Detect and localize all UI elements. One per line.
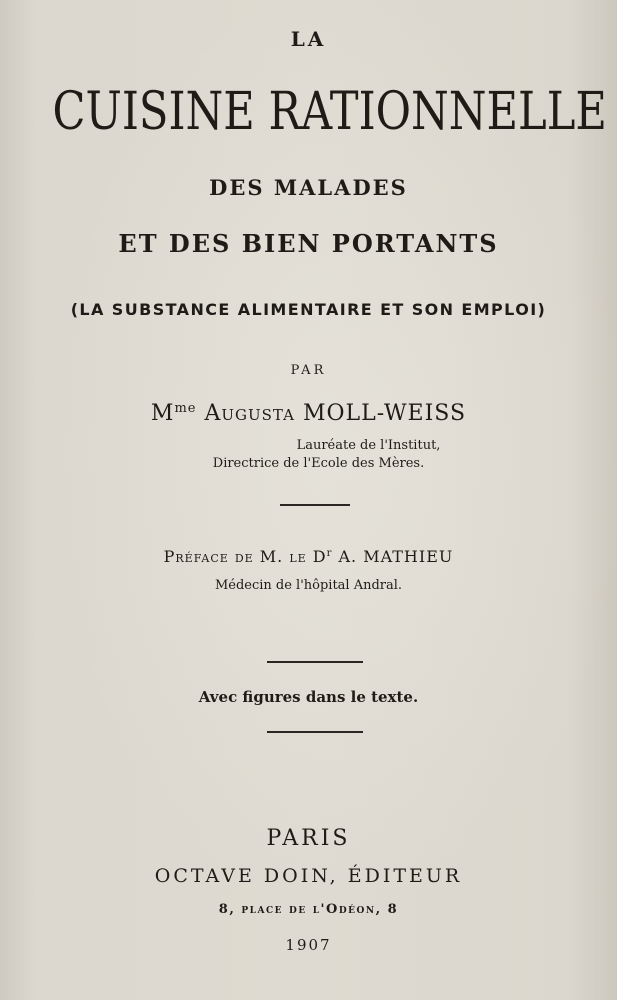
author-line (0, 401, 617, 426)
by-label: PAR (290, 363, 327, 378)
preface-author-role: Médecin de l'hôpital Andral. (214, 578, 403, 593)
author-last-name: MOLL-WEISS (302, 401, 467, 426)
preface-author: A. MATHIEU (338, 547, 454, 566)
author-prefix-sup: me (174, 401, 197, 416)
address-street: place de l'Odéon, (241, 902, 382, 917)
book-title: CUISINE RATIONNELLE (52, 82, 607, 142)
title-article: LA (290, 27, 327, 51)
divider-rule (280, 504, 350, 506)
divider-rule (267, 731, 363, 733)
author-credential-2: Directrice de l'Ecole des Mères. (212, 456, 425, 471)
publication-year: 1907 (285, 936, 332, 954)
subtitle-parenthetical: (LA SUBSTANCE ALIMENTAIRE ET SON EMPLOI) (70, 300, 547, 319)
preface-line (0, 547, 617, 566)
publisher-city: PARIS (266, 826, 351, 851)
address-number: 8, (218, 902, 236, 917)
figures-note: Avec figures dans le texte. (198, 688, 419, 706)
author-prefix: M (150, 401, 175, 426)
author-first-name: Augusta (204, 401, 295, 426)
preface-lead-sup: r (326, 548, 333, 559)
address-number-end: 8 (387, 902, 399, 917)
subtitle-line-1: DES MALADES (209, 175, 408, 200)
preface-lead: Préface de M. le D (163, 547, 327, 566)
divider-rule (267, 661, 363, 663)
author-credential-1: Lauréate de l'Institut, (296, 438, 441, 453)
publisher-name: OCTAVE DOIN, ÉDITEUR (154, 865, 463, 887)
subtitle-line-2: ET DES BIEN PORTANTS (118, 229, 499, 258)
publisher-address (0, 902, 617, 917)
